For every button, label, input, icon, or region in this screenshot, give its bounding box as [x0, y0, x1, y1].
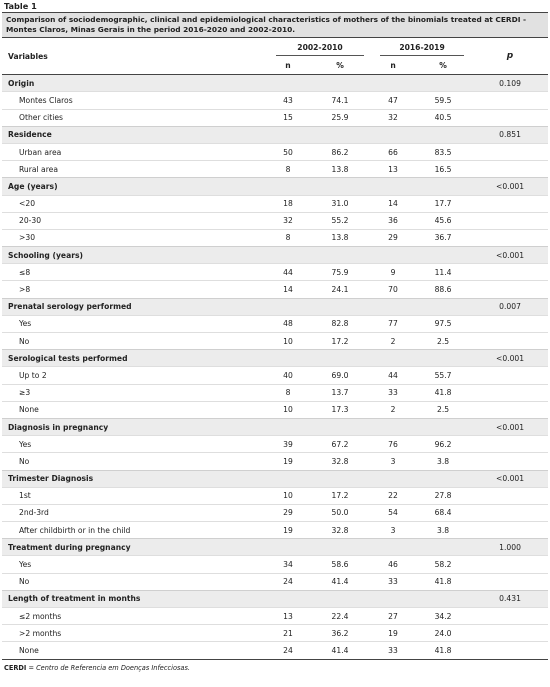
- cell-n-2016-2019: 77: [388, 319, 398, 329]
- group-p-value: 0.007: [499, 302, 521, 312]
- group-p-value: 0.851: [499, 130, 521, 140]
- group-label: Schooling (years): [8, 250, 83, 260]
- group-p-value: <0.001: [495, 422, 525, 432]
- row-label: <20: [19, 199, 36, 209]
- cell-n-2016-2019: 22: [388, 491, 398, 501]
- cell-n-2002-2010: 10: [283, 405, 293, 415]
- cell-pct-2002-2010: 13.7: [331, 388, 349, 398]
- cell-pct-2002-2010: 58.6: [331, 560, 349, 570]
- cell-n-2016-2019: 76: [388, 439, 398, 449]
- group-row: [2, 178, 548, 195]
- cell-pct-2016-2019: 3.8: [436, 456, 450, 466]
- cell-n-2002-2010: 19: [283, 456, 293, 466]
- cell-p-empty: [472, 384, 548, 401]
- cell-n-2002-2010: 24: [283, 645, 293, 655]
- cell-n-2002-2010: 13: [283, 611, 293, 621]
- table-row: [2, 556, 548, 573]
- cell-pct-2016-2019: 97.5: [434, 319, 452, 329]
- group-row: [2, 75, 548, 92]
- cell-n-2002-2010: 50: [283, 147, 293, 157]
- row-label: ≤2 months: [19, 611, 62, 621]
- row-label: >8: [19, 285, 31, 295]
- row-label: No: [19, 336, 30, 346]
- group-p-value: 1.000: [499, 542, 521, 552]
- row-label: 2nd-3rd: [19, 508, 49, 518]
- cell-n-2016-2019: 33: [388, 577, 398, 587]
- cell-p-empty: [472, 333, 548, 350]
- cell-n-2002-2010: 29: [283, 508, 293, 518]
- cell-pct-2002-2010: 32.8: [331, 456, 349, 466]
- cell-n-2016-2019: 44: [388, 370, 398, 380]
- row-label: ≤8: [19, 267, 31, 277]
- cell-pct-2016-2019: 55.7: [434, 370, 452, 380]
- row-label: 20-30: [19, 216, 42, 226]
- cell-p-empty: [472, 92, 548, 109]
- cell-pct-2016-2019: 68.4: [434, 508, 452, 518]
- table-row: [2, 608, 548, 625]
- cell-p-empty: [472, 522, 548, 539]
- cell-pct-2002-2010: 74.1: [331, 95, 349, 105]
- cell-n-2016-2019: 27: [388, 611, 398, 621]
- cell-pct-2016-2019: 45.6: [434, 216, 452, 226]
- cell-pct-2016-2019: 27.8: [434, 491, 452, 501]
- table-row: [2, 522, 548, 539]
- cell-pct-2016-2019: 24.0: [434, 628, 452, 638]
- cell-pct-2016-2019: 17.7: [434, 199, 452, 209]
- cell-n-2016-2019: 14: [388, 199, 398, 209]
- cell-n-2016-2019: 47: [388, 95, 398, 105]
- cell-pct-2002-2010: 41.4: [331, 645, 349, 655]
- cell-pct-2016-2019: 11.4: [434, 267, 452, 277]
- row-label: Urban area: [19, 147, 62, 157]
- cell-n-2002-2010: 32: [283, 216, 293, 226]
- cell-pct-2002-2010: 22.4: [331, 611, 349, 621]
- table-row: [2, 143, 548, 160]
- table-row: [2, 453, 548, 470]
- cell-p-empty: [472, 229, 548, 246]
- row-label: No: [19, 456, 30, 466]
- cell-p-empty: [472, 556, 548, 573]
- cell-pct-2002-2010: 69.0: [331, 370, 349, 380]
- cell-pct-2016-2019: 59.5: [434, 95, 452, 105]
- group-p-value: <0.001: [495, 250, 525, 260]
- table-row: [2, 212, 548, 229]
- cell-pct-2016-2019: 40.5: [434, 113, 452, 123]
- data-table: [2, 38, 548, 659]
- cell-n-2016-2019: 33: [388, 388, 398, 398]
- cell-p-empty: [472, 401, 548, 418]
- row-label: No: [19, 577, 30, 587]
- cell-pct-2002-2010: 31.0: [331, 199, 349, 209]
- cell-p-empty: [472, 212, 548, 229]
- table-row: [2, 504, 548, 521]
- row-label: >30: [19, 233, 36, 243]
- group-label: Residence: [8, 130, 52, 140]
- cell-pct-2016-2019: 41.8: [434, 577, 452, 587]
- cell-n-2016-2019: 13: [388, 164, 398, 174]
- table-row: [2, 573, 548, 590]
- cell-p-empty: [472, 109, 548, 126]
- cell-n-2002-2010: 44: [283, 267, 293, 277]
- cell-n-2002-2010: 8: [285, 388, 291, 398]
- cell-p-empty: [472, 573, 548, 590]
- group-label: Prenatal serology performed: [8, 302, 132, 312]
- group-p-value: 0.109: [499, 78, 521, 88]
- cell-pct-2002-2010: 67.2: [331, 439, 349, 449]
- cell-n-2002-2010: 8: [285, 233, 291, 243]
- header-period-2: [372, 38, 472, 56]
- cell-n-2002-2010: 14: [283, 285, 293, 295]
- header-period-2-label: 2016-2019: [380, 43, 464, 56]
- table-row: [2, 161, 548, 178]
- group-label: Serological tests performed: [8, 353, 128, 363]
- group-label: Length of treatment in months: [8, 594, 141, 604]
- cell-n-2002-2010: 18: [283, 199, 293, 209]
- table-row: [2, 109, 548, 126]
- footnote-text: = Centro de Referencia em Doenças Infecciosas.: [26, 663, 190, 672]
- cell-n-2002-2010: 43: [283, 95, 293, 105]
- cell-n-2016-2019: 33: [388, 645, 398, 655]
- table-row: [2, 384, 548, 401]
- cell-pct-2002-2010: 25.9: [331, 113, 349, 123]
- row-label: Yes: [19, 439, 32, 449]
- cell-pct-2016-2019: 34.2: [434, 611, 452, 621]
- cell-pct-2002-2010: 41.4: [331, 577, 349, 587]
- cell-pct-2002-2010: 50.0: [331, 508, 349, 518]
- cell-pct-2016-2019: 83.5: [434, 147, 452, 157]
- group-label: Trimester Diagnosis: [8, 474, 94, 484]
- row-label: 1st: [19, 491, 31, 501]
- cell-n-2016-2019: 3: [390, 525, 396, 535]
- cell-pct-2002-2010: 17.2: [331, 336, 349, 346]
- cell-n-2002-2010: 10: [283, 336, 293, 346]
- table-row: [2, 436, 548, 453]
- cell-n-2002-2010: 21: [283, 628, 293, 638]
- cell-p-empty: [472, 315, 548, 332]
- cell-p-empty: [472, 608, 548, 625]
- group-label: Age (years): [8, 181, 58, 191]
- cell-pct-2016-2019: 41.8: [434, 645, 452, 655]
- cell-pct-2016-2019: 2.5: [436, 405, 450, 415]
- cell-p-empty: [472, 281, 548, 298]
- cell-n-2016-2019: 19: [388, 628, 398, 638]
- cell-pct-2002-2010: 55.2: [331, 216, 349, 226]
- cell-n-2016-2019: 70: [388, 285, 398, 295]
- group-p-value: <0.001: [495, 353, 525, 363]
- cell-pct-2002-2010: 17.3: [331, 405, 349, 415]
- table-row: [2, 401, 548, 418]
- row-label: Other cities: [19, 113, 63, 123]
- group-label: Treatment during pregnancy: [8, 542, 131, 552]
- cell-pct-2002-2010: 17.2: [331, 491, 349, 501]
- row-label: None: [19, 645, 39, 655]
- group-label: Origin: [8, 78, 35, 88]
- group-p-value: <0.001: [495, 474, 525, 484]
- footnote: [2, 664, 548, 672]
- cell-n-2016-2019: 29: [388, 233, 398, 243]
- table-row: [2, 367, 548, 384]
- group-row: [2, 247, 548, 264]
- cell-pct-2016-2019: 96.2: [434, 439, 452, 449]
- cell-p-empty: [472, 143, 548, 160]
- group-label: Diagnosis in pregnancy: [8, 422, 109, 432]
- cell-pct-2002-2010: 32.8: [331, 525, 349, 535]
- row-label: Up to 2: [19, 370, 47, 380]
- group-row: [2, 470, 548, 487]
- cell-pct-2002-2010: 24.1: [331, 285, 349, 295]
- cell-n-2002-2010: 34: [283, 560, 293, 570]
- cell-p-empty: [472, 625, 548, 642]
- table-row: [2, 229, 548, 246]
- cell-pct-2002-2010: 82.8: [331, 319, 349, 329]
- row-label: None: [19, 405, 39, 415]
- cell-p-empty: [472, 195, 548, 212]
- cell-p-empty: [472, 642, 548, 659]
- cell-pct-2002-2010: 36.2: [331, 628, 349, 638]
- cell-n-2016-2019: 46: [388, 560, 398, 570]
- cell-n-2016-2019: 2: [390, 336, 396, 346]
- cell-pct-2016-2019: 2.5: [436, 336, 450, 346]
- cell-p-empty: [472, 264, 548, 281]
- cell-n-2016-2019: 54: [388, 508, 398, 518]
- table-label: Table 1: [2, 0, 548, 13]
- footnote-abbr: CERDI: [4, 663, 27, 672]
- cell-n-2016-2019: 66: [388, 147, 398, 157]
- cell-n-2016-2019: 9: [390, 267, 396, 277]
- cell-n-2002-2010: 48: [283, 319, 293, 329]
- header-n-2: n: [390, 60, 396, 70]
- table-row: [2, 315, 548, 332]
- cell-p-empty: [472, 504, 548, 521]
- row-label: >2 months: [19, 628, 62, 638]
- table-row: [2, 92, 548, 109]
- row-label: Yes: [19, 319, 32, 329]
- cell-n-2002-2010: 8: [285, 164, 291, 174]
- group-p-value: <0.001: [495, 181, 525, 191]
- group-row: [2, 126, 548, 143]
- group-row: [2, 539, 548, 556]
- group-row: [2, 350, 548, 367]
- table-row: [2, 487, 548, 504]
- cell-n-2002-2010: 19: [283, 525, 293, 535]
- cell-p-empty: [472, 487, 548, 504]
- row-label: After childbirth or in the child: [19, 525, 131, 535]
- group-p-value: 0.431: [499, 594, 521, 604]
- table-body: [2, 75, 548, 659]
- cell-p-empty: [472, 436, 548, 453]
- header-n-1: n: [285, 60, 291, 70]
- table-row: [2, 333, 548, 350]
- cell-n-2002-2010: 24: [283, 577, 293, 587]
- group-row: [2, 590, 548, 607]
- header-pct-1: %: [336, 60, 344, 70]
- row-label: Montes Claros: [19, 95, 73, 105]
- row-label: ≥3: [19, 388, 31, 398]
- cell-n-2016-2019: 32: [388, 113, 398, 123]
- cell-n-2002-2010: 39: [283, 439, 293, 449]
- cell-pct-2016-2019: 16.5: [434, 164, 452, 174]
- cell-pct-2016-2019: 3.8: [436, 525, 450, 535]
- row-label: Yes: [19, 560, 32, 570]
- cell-pct-2002-2010: 13.8: [331, 164, 349, 174]
- header-p-value: p: [506, 51, 514, 62]
- header-period-1: [268, 38, 372, 56]
- header-period-1-label: 2002-2010: [276, 43, 364, 56]
- cell-n-2016-2019: 36: [388, 216, 398, 226]
- cell-n-2016-2019: 2: [390, 405, 396, 415]
- cell-p-empty: [472, 161, 548, 178]
- cell-pct-2002-2010: 13.8: [331, 233, 349, 243]
- header-variables: Variables: [8, 51, 48, 61]
- cell-pct-2016-2019: 58.2: [434, 560, 452, 570]
- table-row: [2, 625, 548, 642]
- cell-n-2002-2010: 40: [283, 370, 293, 380]
- cell-pct-2002-2010: 86.2: [331, 147, 349, 157]
- header-pct-2: %: [439, 60, 447, 70]
- cell-pct-2016-2019: 36.7: [434, 233, 452, 243]
- table-row: [2, 642, 548, 659]
- cell-p-empty: [472, 453, 548, 470]
- cell-pct-2016-2019: 41.8: [434, 388, 452, 398]
- cell-pct-2002-2010: 75.9: [331, 267, 349, 277]
- cell-pct-2016-2019: 88.6: [434, 285, 452, 295]
- table-row: [2, 264, 548, 281]
- table-row: [2, 195, 548, 212]
- cell-n-2002-2010: 10: [283, 491, 293, 501]
- group-row: [2, 298, 548, 315]
- cell-n-2002-2010: 15: [283, 113, 293, 123]
- cell-p-empty: [472, 367, 548, 384]
- table-caption: Comparison of sociodemographic, clinical and epidemiological characteristics of mothers of the binomials treated at CERDI - Montes Claros, Minas Gerais in the period 2016-2020 and 2002-2010.: [2, 13, 548, 38]
- cell-n-2016-2019: 3: [390, 456, 396, 466]
- row-label: Rural area: [19, 164, 58, 174]
- table-row: [2, 281, 548, 298]
- group-row: [2, 418, 548, 435]
